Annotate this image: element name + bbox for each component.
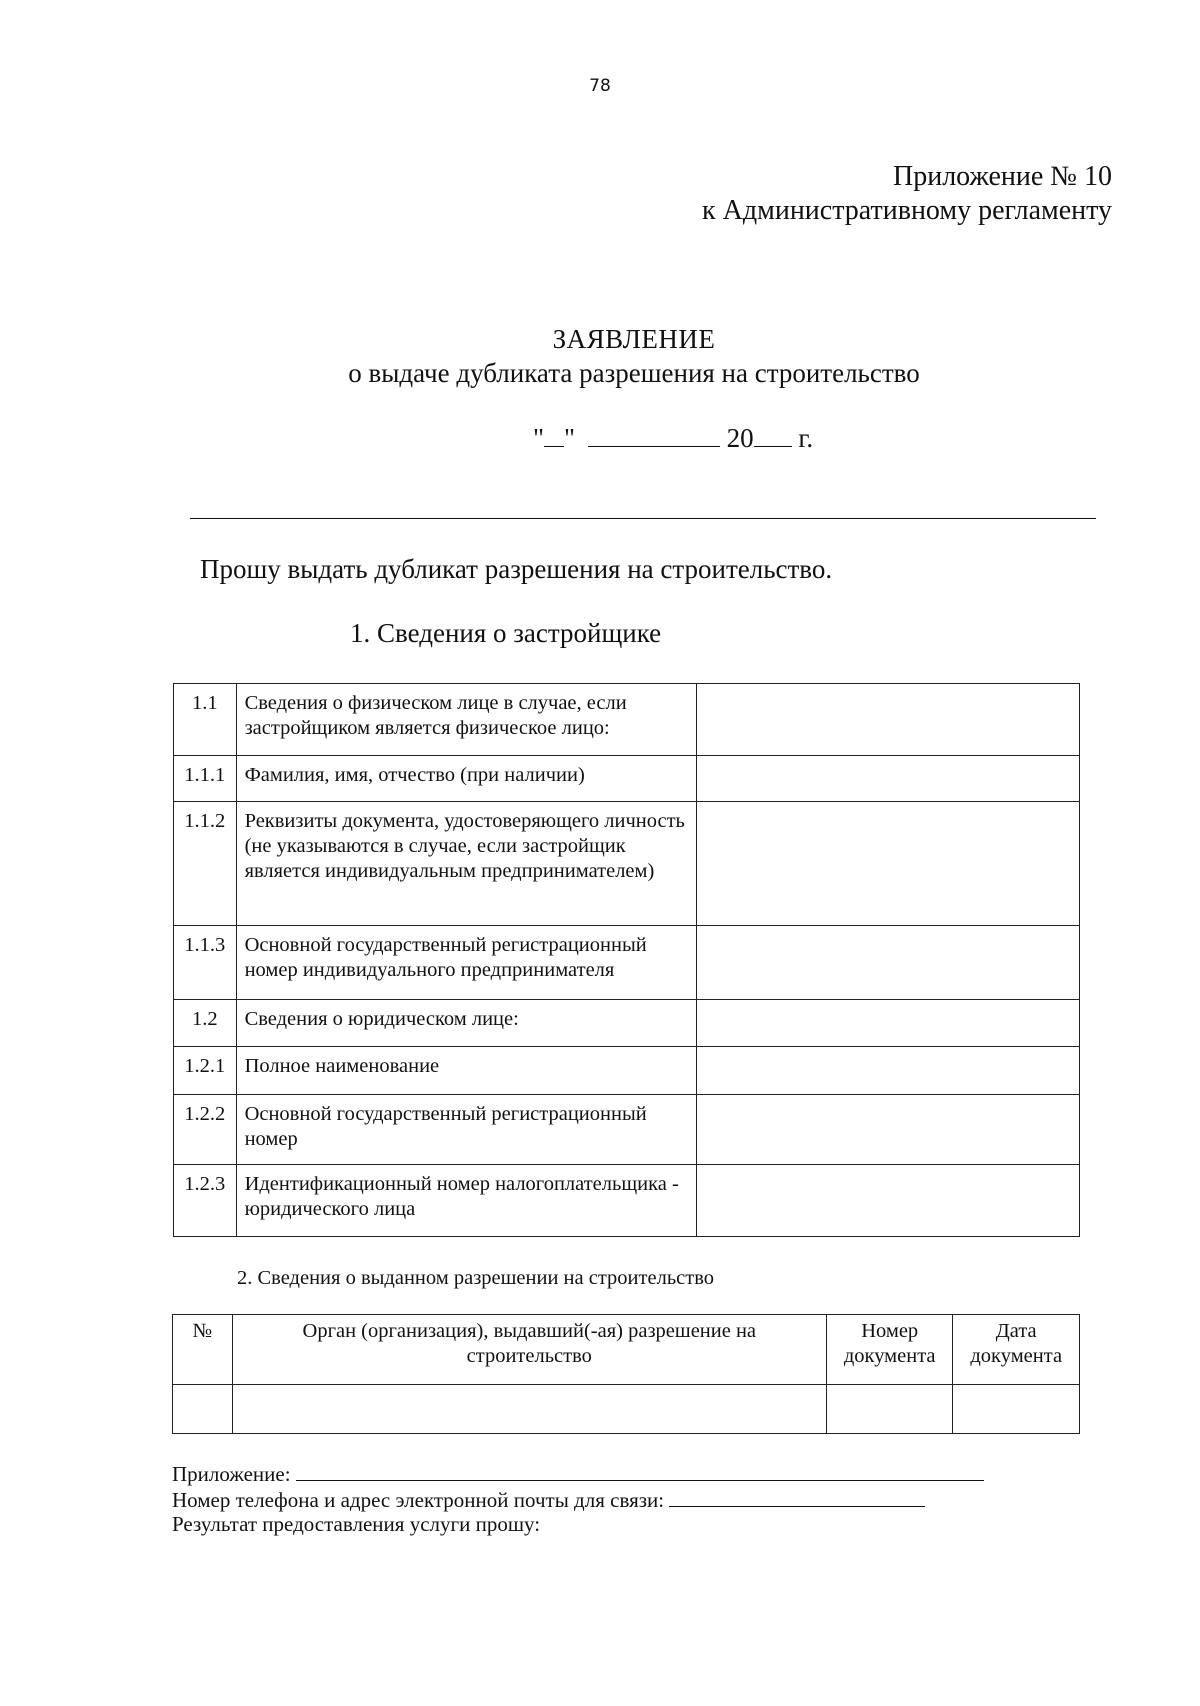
annex-regulation: к Административному регламенту (702, 195, 1112, 226)
table-row (174, 1095, 1080, 1165)
table-header-row (173, 1315, 1080, 1385)
attachment-label: Приложение: (172, 1462, 291, 1486)
result-line (172, 1512, 540, 1537)
row-label: Сведения о физическом лице в случае, если застройщиком является физическое лицо: (236, 684, 696, 756)
table-row (174, 926, 1080, 1000)
row-value-cell[interactable] (697, 756, 1080, 802)
annex-number: Приложение № 10 (893, 161, 1112, 192)
cell-doc-number[interactable] (826, 1385, 953, 1434)
table-row (174, 1000, 1080, 1047)
row-value-cell[interactable] (697, 1000, 1080, 1047)
column-header-number: № (173, 1315, 233, 1385)
year-prefix: 20 (726, 423, 754, 453)
column-header-authority: Орган (организация), выдавший(-ая) разрешение на строительство (232, 1315, 826, 1385)
cell-doc-date[interactable] (953, 1385, 1080, 1434)
contact-field[interactable] (669, 1486, 925, 1507)
attachment-field[interactable] (296, 1460, 984, 1481)
row-value-cell[interactable] (697, 1095, 1080, 1165)
attachment-line (172, 1460, 984, 1487)
contact-label: Номер телефона и адрес электронной почты для связи: (172, 1488, 665, 1512)
table-row (174, 1047, 1080, 1095)
row-number: 1.1.3 (174, 926, 237, 1000)
row-label: Фамилия, имя, отчество (при наличии) (236, 756, 696, 802)
row-number: 1.2 (174, 1000, 237, 1047)
row-label: Основной государственный регистрационный номер (236, 1095, 696, 1165)
column-header-doc-number: Номер документа (826, 1315, 953, 1385)
document-title: ЗАЯВЛЕНИЕ (552, 324, 716, 354)
row-label: Идентификационный номер налогоплательщика - юридического лица (236, 1165, 696, 1237)
table-row (174, 802, 1080, 926)
row-value-cell[interactable] (697, 926, 1080, 1000)
section2-heading: 2. Сведения о выданном разрешении на строительство (237, 1267, 715, 1289)
row-label: Сведения о юридическом лице: (236, 1000, 696, 1047)
contact-line (172, 1486, 925, 1513)
row-number: 1.1.2 (174, 802, 237, 926)
cell-number[interactable] (173, 1385, 233, 1434)
annex-reference (702, 160, 1112, 228)
row-number: 1.2.1 (174, 1047, 237, 1095)
table-row (174, 684, 1080, 756)
row-value-cell[interactable] (697, 1165, 1080, 1237)
table-row (173, 1385, 1080, 1434)
permit-info-table (172, 1314, 1080, 1434)
row-number: 1.1 (174, 684, 237, 756)
day-blank[interactable] (544, 422, 564, 447)
section1-heading: 1. Сведения о застройщике (350, 618, 662, 648)
request-text: Прошу выдать дубликат разрешения на строительство. (200, 554, 833, 584)
cell-authority[interactable] (232, 1385, 826, 1434)
date-quote-close: " (564, 423, 576, 453)
row-label: Основной государственный регистрационный номер индивидуального предпринимателя (236, 926, 696, 1000)
page-number: 78 (589, 76, 611, 96)
row-value-cell[interactable] (697, 1047, 1080, 1095)
date-line (533, 422, 813, 454)
result-label: Результат предоставления услуги прошу: (172, 1512, 541, 1536)
table-row (174, 1165, 1080, 1237)
year-blank[interactable] (754, 422, 792, 447)
row-label: Реквизиты документа, удостоверяющего личность (не указываются в случае, если застройщик является индивидуальным предпринимателем) (236, 802, 696, 926)
developer-info-table (173, 683, 1080, 1237)
row-number: 1.2.3 (174, 1165, 237, 1237)
year-suffix: г. (798, 423, 814, 453)
document-subtitle: о выдаче дубликата разрешения на строительство (348, 358, 920, 388)
row-value-cell[interactable] (697, 802, 1080, 926)
month-blank[interactable] (588, 422, 720, 447)
table-row (174, 756, 1080, 802)
row-number: 1.1.1 (174, 756, 237, 802)
column-header-doc-date: Дата документа (953, 1315, 1080, 1385)
row-value-cell[interactable] (697, 684, 1080, 756)
row-label: Полное наименование (236, 1047, 696, 1095)
row-number: 1.2.2 (174, 1095, 237, 1165)
applicant-line[interactable] (190, 518, 1096, 519)
date-quote-open: " (533, 423, 545, 453)
